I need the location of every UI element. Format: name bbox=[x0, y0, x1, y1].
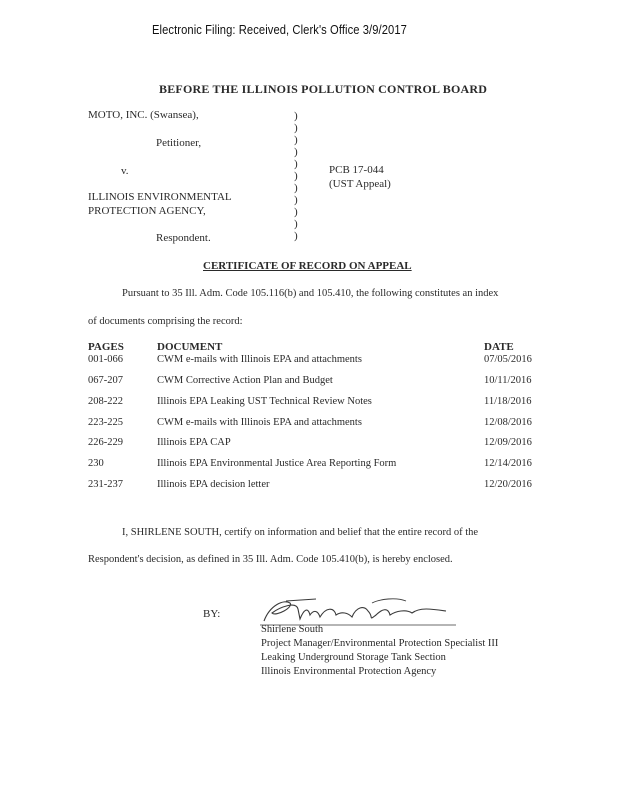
col-header-date: DATE bbox=[484, 341, 514, 353]
table-row-date: 12/08/2016 bbox=[484, 417, 532, 428]
paren: ) bbox=[294, 230, 298, 242]
table-row-pages: 231-237 bbox=[88, 479, 123, 490]
table-row-date: 11/18/2016 bbox=[484, 396, 532, 407]
paren: ) bbox=[294, 218, 298, 230]
table-row-date: 12/20/2016 bbox=[484, 479, 532, 490]
board-title: BEFORE THE ILLINOIS POLLUTION CONTROL BOARD bbox=[159, 82, 488, 96]
filing-stamp: Electronic Filing: Received, Clerk's Office 3/9/2017 bbox=[152, 22, 407, 37]
respondent-role: Respondent. bbox=[156, 232, 211, 244]
paren: ) bbox=[294, 110, 298, 122]
certification-line1: I, SHIRLENE SOUTH, certify on information and belief that the entire record of the bbox=[122, 527, 479, 538]
col-header-document: DOCUMENT bbox=[157, 341, 223, 353]
table-row-pages: 223-225 bbox=[88, 417, 123, 428]
paren: ) bbox=[294, 194, 298, 206]
table-row-pages: 001-066 bbox=[88, 354, 123, 365]
paren: ) bbox=[294, 170, 298, 182]
signer-title: Project Manager/Environmental Protection Specialist III bbox=[261, 638, 499, 649]
table-row-document: Illinois EPA Environmental Justice Area Reporting Form bbox=[157, 458, 397, 469]
table-row-document: CWM e-mails with Illinois EPA and attachments bbox=[157, 354, 362, 365]
intro-line1: Pursuant to 35 Ill. Adm. Code 105.116(b) and 105.410, the following constitutes an index bbox=[122, 288, 499, 299]
signer-agency: Illinois Environmental Protection Agency bbox=[261, 666, 437, 677]
table-row-pages: 067-207 bbox=[88, 375, 123, 386]
table-row-date: 12/09/2016 bbox=[484, 437, 532, 448]
signer-name: Shirlene South bbox=[261, 624, 324, 635]
certificate-title: CERTIFICATE OF RECORD ON APPEAL bbox=[203, 260, 412, 272]
case-number: PCB 17-044 bbox=[329, 164, 384, 176]
table-row-document: CWM e-mails with Illinois EPA and attachments bbox=[157, 417, 362, 428]
col-header-pages: PAGES bbox=[88, 341, 124, 353]
table-row-date: 07/05/2016 bbox=[484, 354, 532, 365]
intro-line2: of documents comprising the record: bbox=[88, 316, 243, 327]
certification-line2: Respondent's decision, as defined in 35 Ill. Adm. Code 105.410(b), is hereby enclosed. bbox=[88, 554, 453, 565]
paren: ) bbox=[294, 134, 298, 146]
paren: ) bbox=[294, 206, 298, 218]
paren: ) bbox=[294, 158, 298, 170]
paren: ) bbox=[294, 182, 298, 194]
table-row-document: CWM Corrective Action Plan and Budget bbox=[157, 375, 333, 386]
petitioner-name: MOTO, INC. (Swansea), bbox=[88, 109, 199, 121]
signer-section: Leaking Underground Storage Tank Section bbox=[261, 652, 446, 663]
versus: v. bbox=[121, 165, 129, 177]
table-row-document: Illinois EPA CAP bbox=[157, 437, 231, 448]
respondent-line1: ILLINOIS ENVIRONMENTAL bbox=[88, 191, 232, 203]
case-type: (UST Appeal) bbox=[329, 178, 391, 190]
caption-paren-column bbox=[294, 110, 298, 242]
table-row-document: Illinois EPA Leaking UST Technical Review Notes bbox=[157, 396, 372, 407]
table-row-pages: 230 bbox=[88, 458, 104, 469]
table-row-date: 10/11/2016 bbox=[484, 375, 532, 386]
table-row-pages: 208-222 bbox=[88, 396, 123, 407]
paren: ) bbox=[294, 122, 298, 134]
petitioner-role: Petitioner, bbox=[156, 137, 202, 149]
by-label: BY: bbox=[203, 608, 221, 620]
table-row-document: Illinois EPA decision letter bbox=[157, 479, 270, 490]
table-row-date: 12/14/2016 bbox=[484, 458, 532, 469]
table-row-pages: 226-229 bbox=[88, 437, 123, 448]
paren: ) bbox=[294, 146, 298, 158]
respondent-line2: PROTECTION AGENCY, bbox=[88, 205, 206, 217]
